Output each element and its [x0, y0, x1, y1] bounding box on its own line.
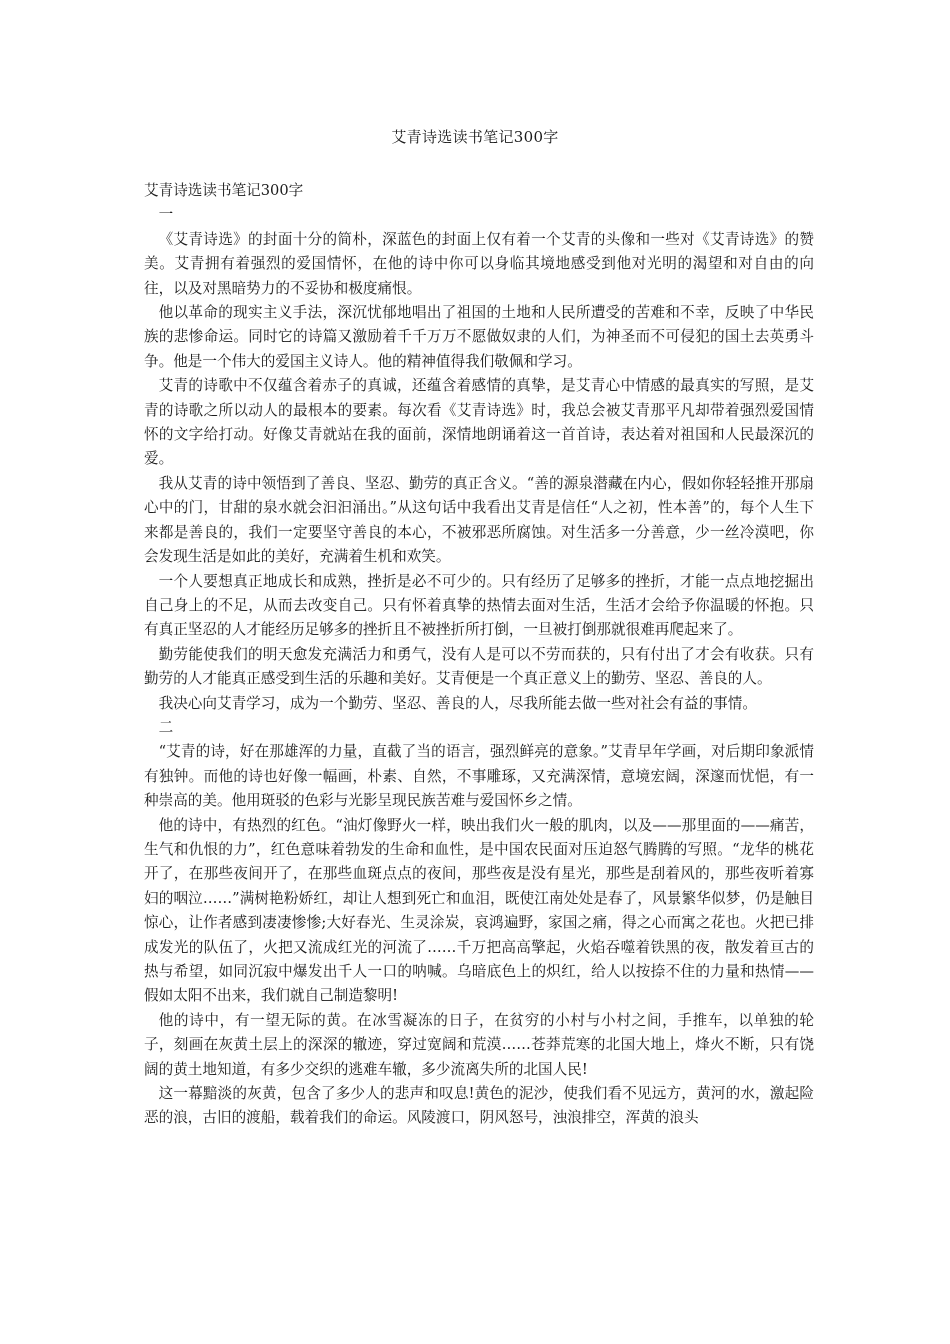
paragraph: 勤劳能使我们的明天愈发充满活力和勇气，没有人是可以不劳而获的，只有付出了才会有收获。只有勤劳的人才能真正感受到生活的乐趣和美好。艾青便是一个真正意义上的勤劳、坚忍、善良的人。	[144, 645, 814, 688]
document-subtitle: 艾青诗选读书笔记300字	[144, 182, 304, 199]
section-one-mark: 一	[158, 206, 174, 224]
paragraph: 他以革命的现实主义手法，深沉忧郁地唱出了祖国的土地和人民所遭受的苦难和不幸，反映了中华民族的悲惨命运。同时它的诗篇又激励着千千万万不愿做奴隶的人们，为神圣而不可侵犯的国土去英勇斗争。他是一个伟大的爱国主义诗人。他的精神值得我们敬佩和学习。	[144, 304, 814, 370]
paragraph: 我从艾青的诗中领悟到了善良、坚忍、勤劳的真正含义。“善的源泉潜藏在内心，假如你轻轻推开那扇心中的门，甘甜的泉水就会汩汩涌出。”从这句话中我看出艾青是信任“人之初，性本善”的，每个人生下来都是善良的，我们一定要坚守善良的本心，不被邪恶所腐蚀。对生活多一分善意，少一丝冷漠吧，你会发现生活是如此的美好，充满着生机和欢笑。	[144, 474, 814, 566]
paragraph: 一个人要想真正地成长和成熟，挫折是必不可少的。只有经历了足够多的挫折，才能一点点地挖掘出自己身上的不足，从而去改变自己。只有怀着真挚的热情去面对生活，生活才会给予你温暖的怀抱。只有真正坚忍的人才能经历足够多的挫折且不被挫折所打倒，一旦被打倒那就很难再爬起来了。	[144, 572, 814, 639]
paragraph: “艾青的诗，好在那雄浑的力量，直截了当的语言，强烈鲜亮的意象。”艾青早年学画，对后期印象派情有独钟。而他的诗也好像一幅画，朴素、自然，不事雕琢，又充满深情，意境宏阔，深邃而忧悒，有一种崇高的美。他用斑驳的色彩与光影呈现民族苦难与爱国怀乡之情。	[144, 743, 814, 810]
paragraph: 艾青的诗歌中不仅蕴含着赤子的真诚，还蕴含着感情的真挚，是艾青心中情感的最真实的写照，是艾青的诗歌之所以动人的最根本的要素。每次看《艾青诗选》时，我总会被艾青那平凡却带着强烈爱国情怀的文字给打动。好像艾青就站在我的面前，深情地朗诵着这一首首诗，表达着对祖国和人民最深沉的爱。	[144, 377, 814, 468]
section-two-mark: 二	[158, 718, 174, 736]
document-body	[144, 179, 814, 1131]
paragraph: 我决心向艾青学习，成为一个勤劳、坚忍、善良的人，尽我所能去做一些对社会有益的事情。	[158, 694, 757, 712]
paragraph: 他的诗中，有一望无际的黄。在冰雪凝冻的日子，在贫穷的小村与小村之间，手推车，以单独的轮子，刻画在灰黄土层上的深深的辙迹，穿过宽阔和荒漠……苍莽荒寒的北国大地上，烽火不断，只有饶阔的黄土地知道，有多少交织的逃难车辙，多少流离失所的北国人民!	[144, 1011, 814, 1078]
paragraph: 这一幕黯淡的灰黄，包含了多少人的悲声和叹息!黄色的泥沙，使我们看不见远方，黄河的水，激起险恶的浪，古旧的渡船，载着我们的命运。风陵渡口，阴风怒号，浊浪排空，浑黄的浪头	[144, 1085, 814, 1127]
paragraph: 《艾青诗选》的封面十分的简朴，深蓝色的封面上仅有着一个艾青的头像和一些对《艾青诗选》的赞美。艾青拥有着强烈的爱国情怀，在他的诗中你可以身临其境地感受到他对光明的渴望和对自由的向往，以及对黑暗势力的不妥协和极度痛恨。	[144, 230, 814, 297]
paragraph: 他的诗中，有热烈的红色。“油灯像野火一样，映出我们火一般的肌肉，以及——那里面的——痛苦，生气和仇恨的力”，红色意味着勃发的生命和血性，是中国农民面对压迫怒气腾腾的写照。“龙华的桃花开了，在那些夜间开了，在那些血斑点点的夜间，那些夜是没有星光，那些是刮着风的，那些夜听着寡妇的咽泣……”满树艳粉娇红，却让人想到死亡和血泪，既使江南处处是春了，风景繁华似梦，仍是触目惊心，让作者感到凄凄惨惨;大好春光、生灵涂炭，哀鸿遍野，家国之痛，得之心而寓之花也。火把已排成发光的队伍了，火把又流成红光的河流了……千万把高高擎起，火焰吞噬着铁黑的夜，散发着亘古的热与希望，如同沉寂中爆发出千人一口的呐喊。乌暗底色上的炽红，给人以按捺不住的力量和热情——假如太阳不出来，我们就自己制造黎明!	[144, 816, 814, 1005]
document-title: 艾青诗选读书笔记300字	[391, 128, 559, 146]
